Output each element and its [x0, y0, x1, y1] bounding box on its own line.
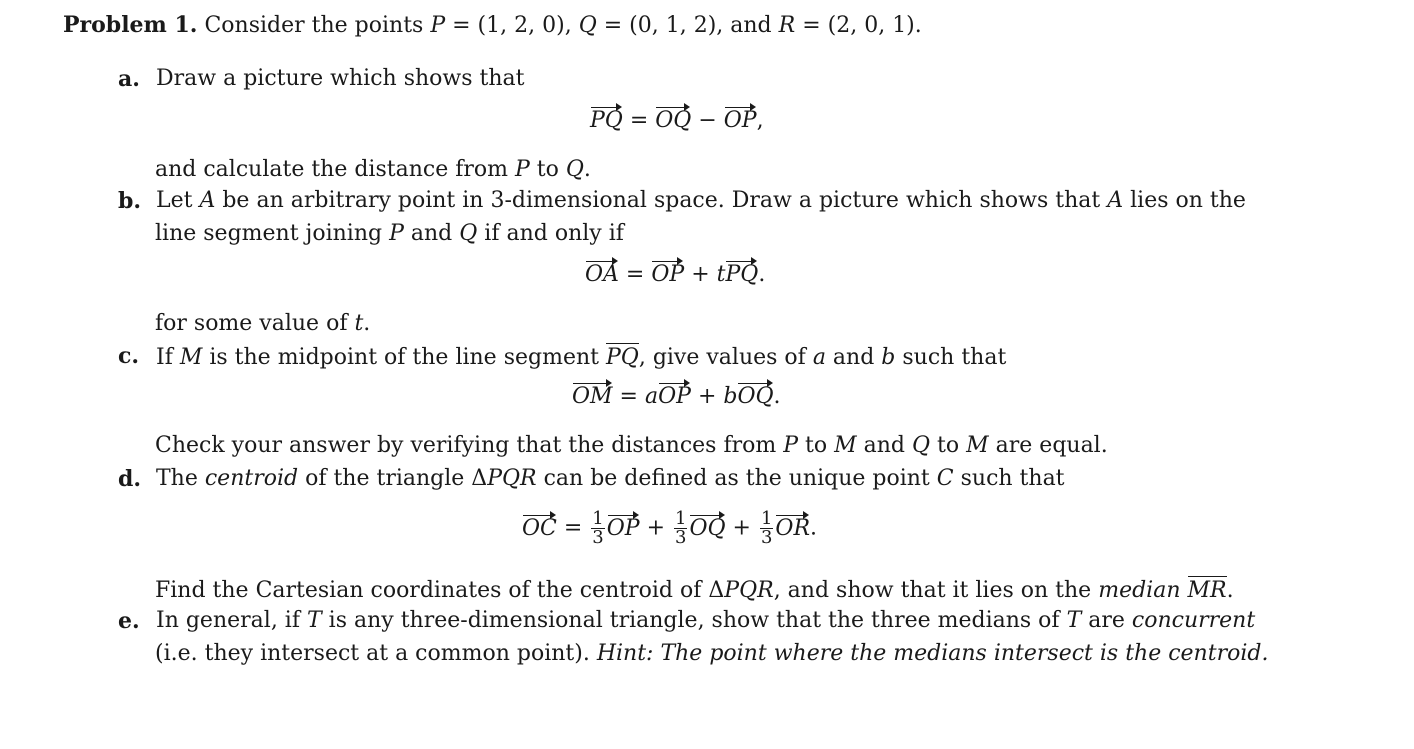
part-b-marker: b. — [118, 188, 142, 214]
part-a-marker: a. — [118, 66, 140, 92]
problem-heading — [63, 12, 922, 38]
problem-label: Problem 1. — [63, 12, 198, 38]
part-d-marker: d. — [118, 466, 142, 492]
part-a-equation: PQ = OQ − OP, — [590, 108, 764, 133]
part-c-equation: OM = aOP + bOQ. — [572, 384, 781, 409]
part-b-text1: Let A be an arbitrary point in 3-dimensional space. Draw a picture which shows that A lies on the — [156, 188, 1246, 213]
part-c-text1: If M is the midpoint of the line segment PQ, give values of a and b such that — [156, 345, 1007, 370]
part-a-text2: and calculate the distance from P to Q. — [155, 157, 591, 182]
part-d-equation: OC = $\frac{1}{3}$ OP + $\frac{1}{3}$ OQ + $\frac{1}{3}$ OR. — [522, 508, 818, 548]
part-c-text2: Check your answer by verifying that the distances from P to M and Q to M are equal. — [155, 433, 1108, 458]
part-d-text2: Find the Cartesian coordinates of the centroid of ΔPQR, and show that it lies on the median MR. — [155, 578, 1234, 603]
part-e-text2: (i.e. they intersect at a common point). Hint: The point where the medians intersect is the centroid. — [155, 641, 1269, 666]
part-b-equation: OA = OP + tPQ. — [585, 262, 766, 287]
part-d-text1: The centroid of the triangle ΔPQR can be defined as the unique point C such that — [156, 466, 1065, 491]
part-e-text1: In general, if T is any three-dimensional triangle, show that the three medians of T are concurrent — [156, 608, 1256, 633]
part-a-text1: Draw a picture which shows that — [156, 66, 525, 91]
part-e-marker: e. — [118, 608, 140, 634]
problem-statement: Consider the points P = (1, 2, 0), Q = (0, 1, 2), and R = (2, 0, 1). — [204, 13, 922, 38]
part-b-text3: for some value of t. — [155, 311, 371, 336]
part-c-marker: c. — [118, 343, 140, 369]
part-b-text2: line segment joining P and Q if and only if — [155, 221, 624, 246]
